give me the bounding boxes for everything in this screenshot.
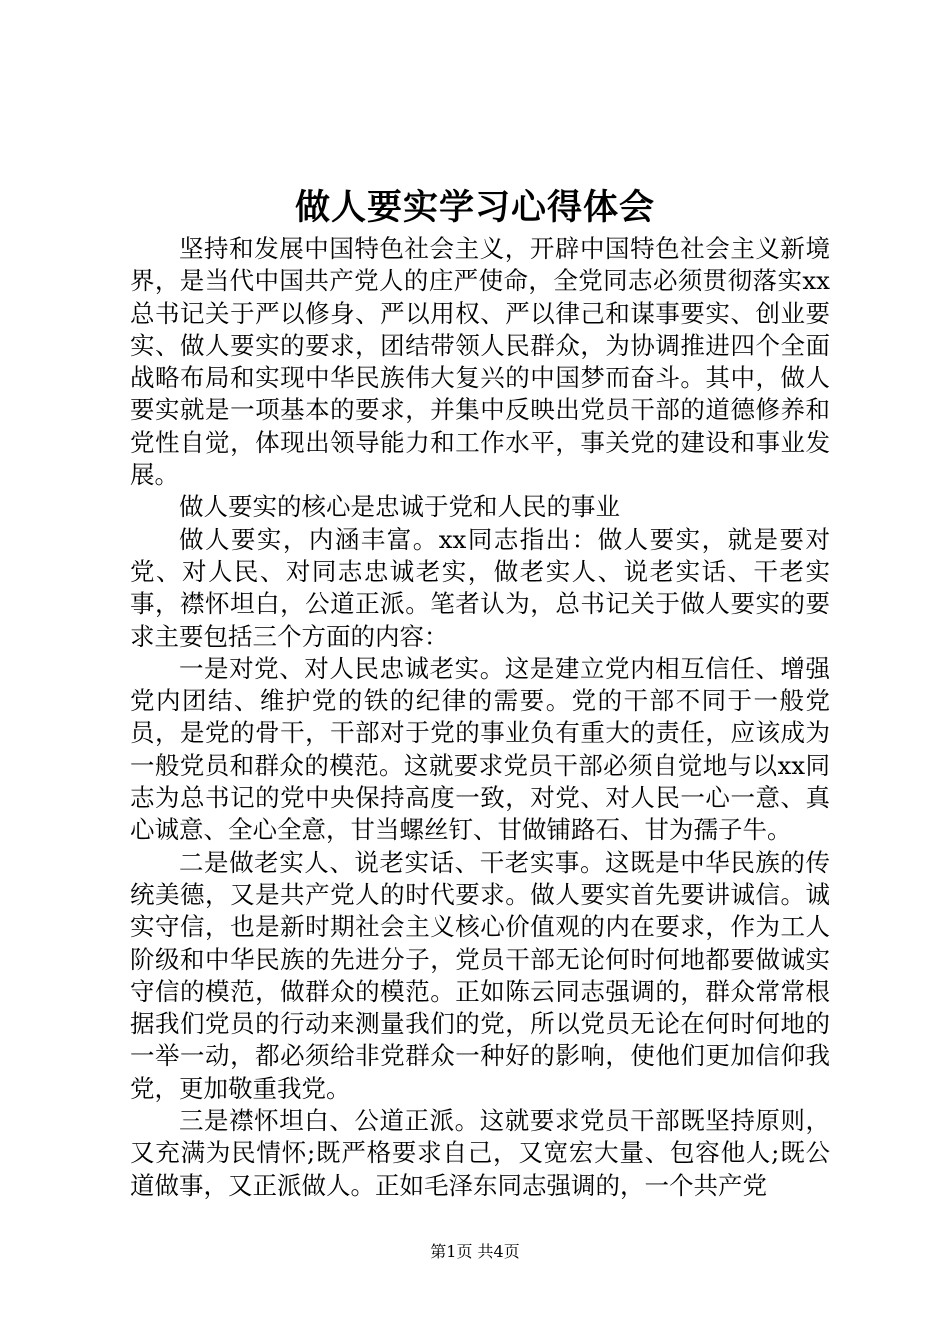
- paragraph-point-three: 三是襟怀坦白、公道正派。这就要求党员干部既坚持原则，又充满为民情怀;既严格要求自己，又宽宏大量、包容他人;既公道做事，又正派做人。正如毛泽东同志强调的，一个共产党: [130, 1106, 830, 1200]
- document-title: 做人要实学习心得体会: [294, 187, 655, 228]
- page-footer: 第1页 共4页: [430, 1242, 520, 1261]
- paragraph-point-one: 一是对党、对人民忠诚老实。这是建立党内相互信任、增强党内团结、维护党的铁的纪律的需要。党的干部不同于一般党员，是党的骨干，干部对于党的事业负有重大的责任，应该成为一般党员和群众的模范。这就要求党员干部必须自觉地与以xx同志为总书记的党中央保持高度一致，对党、对人民一心一意、真心诚意、全心全意，甘当螺丝钉、甘做铺路石、甘为孺子牛。: [130, 653, 830, 845]
- document-body: [130, 233, 830, 1202]
- paragraph-point-two: 二是做老实人、说老实话、干老实事。这既是中华民族的传统美德，又是共产党人的时代要求。做人要实首先要讲诚信。诚实守信，也是新时期社会主义核心价值观的内在要求，作为工人阶级和中华民族的先进分子，党员干部无论何时何地都要做诚实守信的模范，做群众的模范。正如陈云同志强调的，群众常常根据我们党员的行动来测量我们的党，所以党员无论在何时何地的一举一动，都必须给非党群众一种好的影响，使他们更加信仰我党，更加敬重我党。: [130, 847, 830, 1103]
- section-heading: 做人要实的核心是忠诚于党和人民的事业: [179, 492, 620, 522]
- paragraph-intro: 坚持和发展中国特色社会主义，开辟中国特色社会主义新境界，是当代中国共产党人的庄严使命，全党同志必须贯彻落实xx总书记关于严以修身、严以用权、严以律己和谋事要实、创业要实、做人要实的要求，团结带领人民群众，为协调推进四个全面战略布局和实现中华民族伟大复兴的中国梦而奋斗。其中，做人要实就是一项基本的要求，并集中反映出党员干部的道德修养和党性自觉，体现出领导能力和工作水平，事关党的建设和事业发展。: [130, 234, 830, 490]
- paragraph-definition: 做人要实，内涵丰富。xx同志指出：做人要实，就是要对党、对人民、对同志忠诚老实，做老实人、说老实话、干老实事，襟怀坦白，公道正派。笔者认为，总书记关于做人要实的要求主要包括三个方面的内容：: [130, 524, 830, 651]
